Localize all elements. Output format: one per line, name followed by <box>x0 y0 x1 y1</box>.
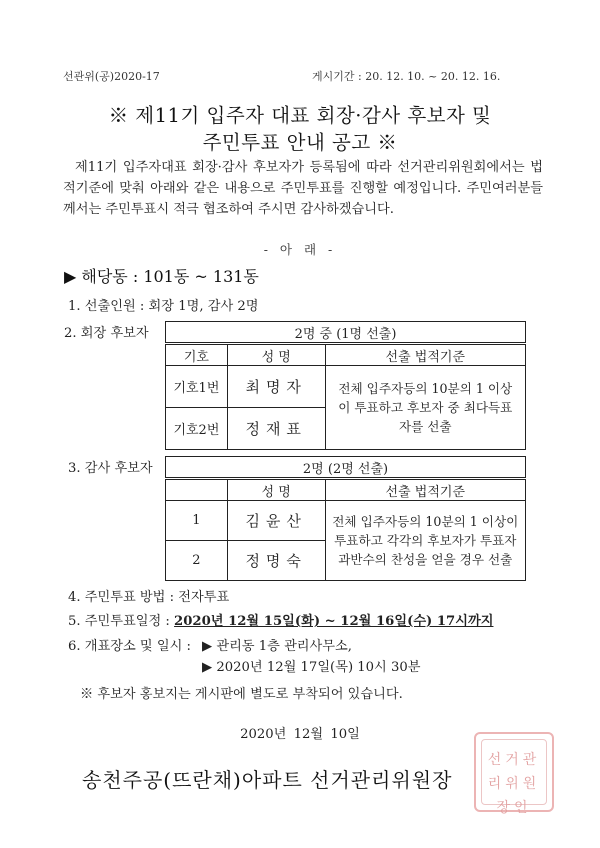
item-2-president-candidates: 2. 회장 후보자 <box>64 326 149 341</box>
column-header: 기호 <box>166 344 228 366</box>
official-seal-stamp: 선거관리위원장인 <box>474 732 554 812</box>
item-6-counting-label: 6. 개표장소 및 일시 : <box>68 639 191 654</box>
title-line-1: ※ 제11기 입주자 대표 회장·감사 후보자 및 <box>108 104 492 127</box>
column-header: 선출 법적기준 <box>325 344 525 366</box>
column-header: 성 명 <box>227 479 325 501</box>
president-candidate-table <box>165 321 526 450</box>
candidate-number: 기호2번 <box>166 408 228 450</box>
counting-datetime: ▶ 2020년 12월 17일(목) 10시 30분 <box>202 660 421 675</box>
candidate-number: 2 <box>166 541 228 581</box>
schedule-value: 2020년 12월 15일(화) ~ 12월 16일(수) 17시까지 <box>174 614 494 629</box>
below-heading: - 아 래 - <box>263 242 337 257</box>
candidate-name: 정명숙 <box>227 541 325 581</box>
candidate-name: 정재표 <box>227 408 325 450</box>
candidate-number: 1 <box>166 501 228 541</box>
candidate-name: 최명자 <box>227 366 325 408</box>
auditor-candidate-table <box>165 456 526 581</box>
item-5-voting-schedule <box>68 610 493 629</box>
candidate-number: 기호1번 <box>166 366 228 408</box>
item-3-auditor-candidates: 3. 감사 후보자 <box>68 461 153 476</box>
posting-period: 게시기간 : 20. 12. 10. ~ 20. 12. 16. <box>312 70 501 83</box>
election-criteria: 전체 입주자등의 10분의 1 이상이 투표하고 각각의 후보자가 투표자 과반수의 찬성을 얻을 경우 선출 <box>325 501 525 581</box>
candidate-name: 김윤산 <box>227 501 325 541</box>
table-caption: 2명 (2명 선출) <box>166 457 526 479</box>
election-criteria: 전체 입주자등의 10분의 1 이상이 투표하고 후보자 중 최다득표자를 선출 <box>325 366 525 450</box>
column-header: 선출 법적기준 <box>325 479 525 501</box>
document-number: 선관위(공)2020-17 <box>63 70 160 83</box>
promo-note: ※ 후보자 홍보지는 게시판에 별도로 부착되어 있습니다. <box>80 687 403 702</box>
item-4-voting-method: 4. 주민투표 방법 : 전자투표 <box>68 590 230 605</box>
item-1-elected-count: 1. 선출인원 : 회장 1명, 감사 2명 <box>68 299 259 314</box>
intro-paragraph: 제11기 입주자대표 회장·감사 후보자가 등록됨에 따라 선거관리위원회에서는 법적기준에 맞춰 아래와 같은 내용으로 주민투표를 진행할 예정입니다. 주민여러분들께서는 주민투표시 적극 협조하여 주시면 감사하겠습니다. <box>63 160 543 217</box>
title-line-2: 주민투표 안내 공고 ※ <box>202 131 398 154</box>
counting-place: ▶ 관리동 1층 관리사무소, <box>202 639 352 654</box>
column-header: 성 명 <box>227 344 325 366</box>
announcement-date: 2020년 12월 10일 <box>240 727 360 742</box>
table-caption: 2명 중 (1명 선출) <box>166 322 526 344</box>
target-buildings: ▶ 해당동 : 101동 ~ 131동 <box>64 267 259 286</box>
schedule-label: 5. 주민투표일정 : <box>68 614 175 629</box>
signature-committee-chair: 송천주공(뜨란채)아파트 선거관리위원장 <box>82 768 453 792</box>
column-header <box>166 479 228 501</box>
